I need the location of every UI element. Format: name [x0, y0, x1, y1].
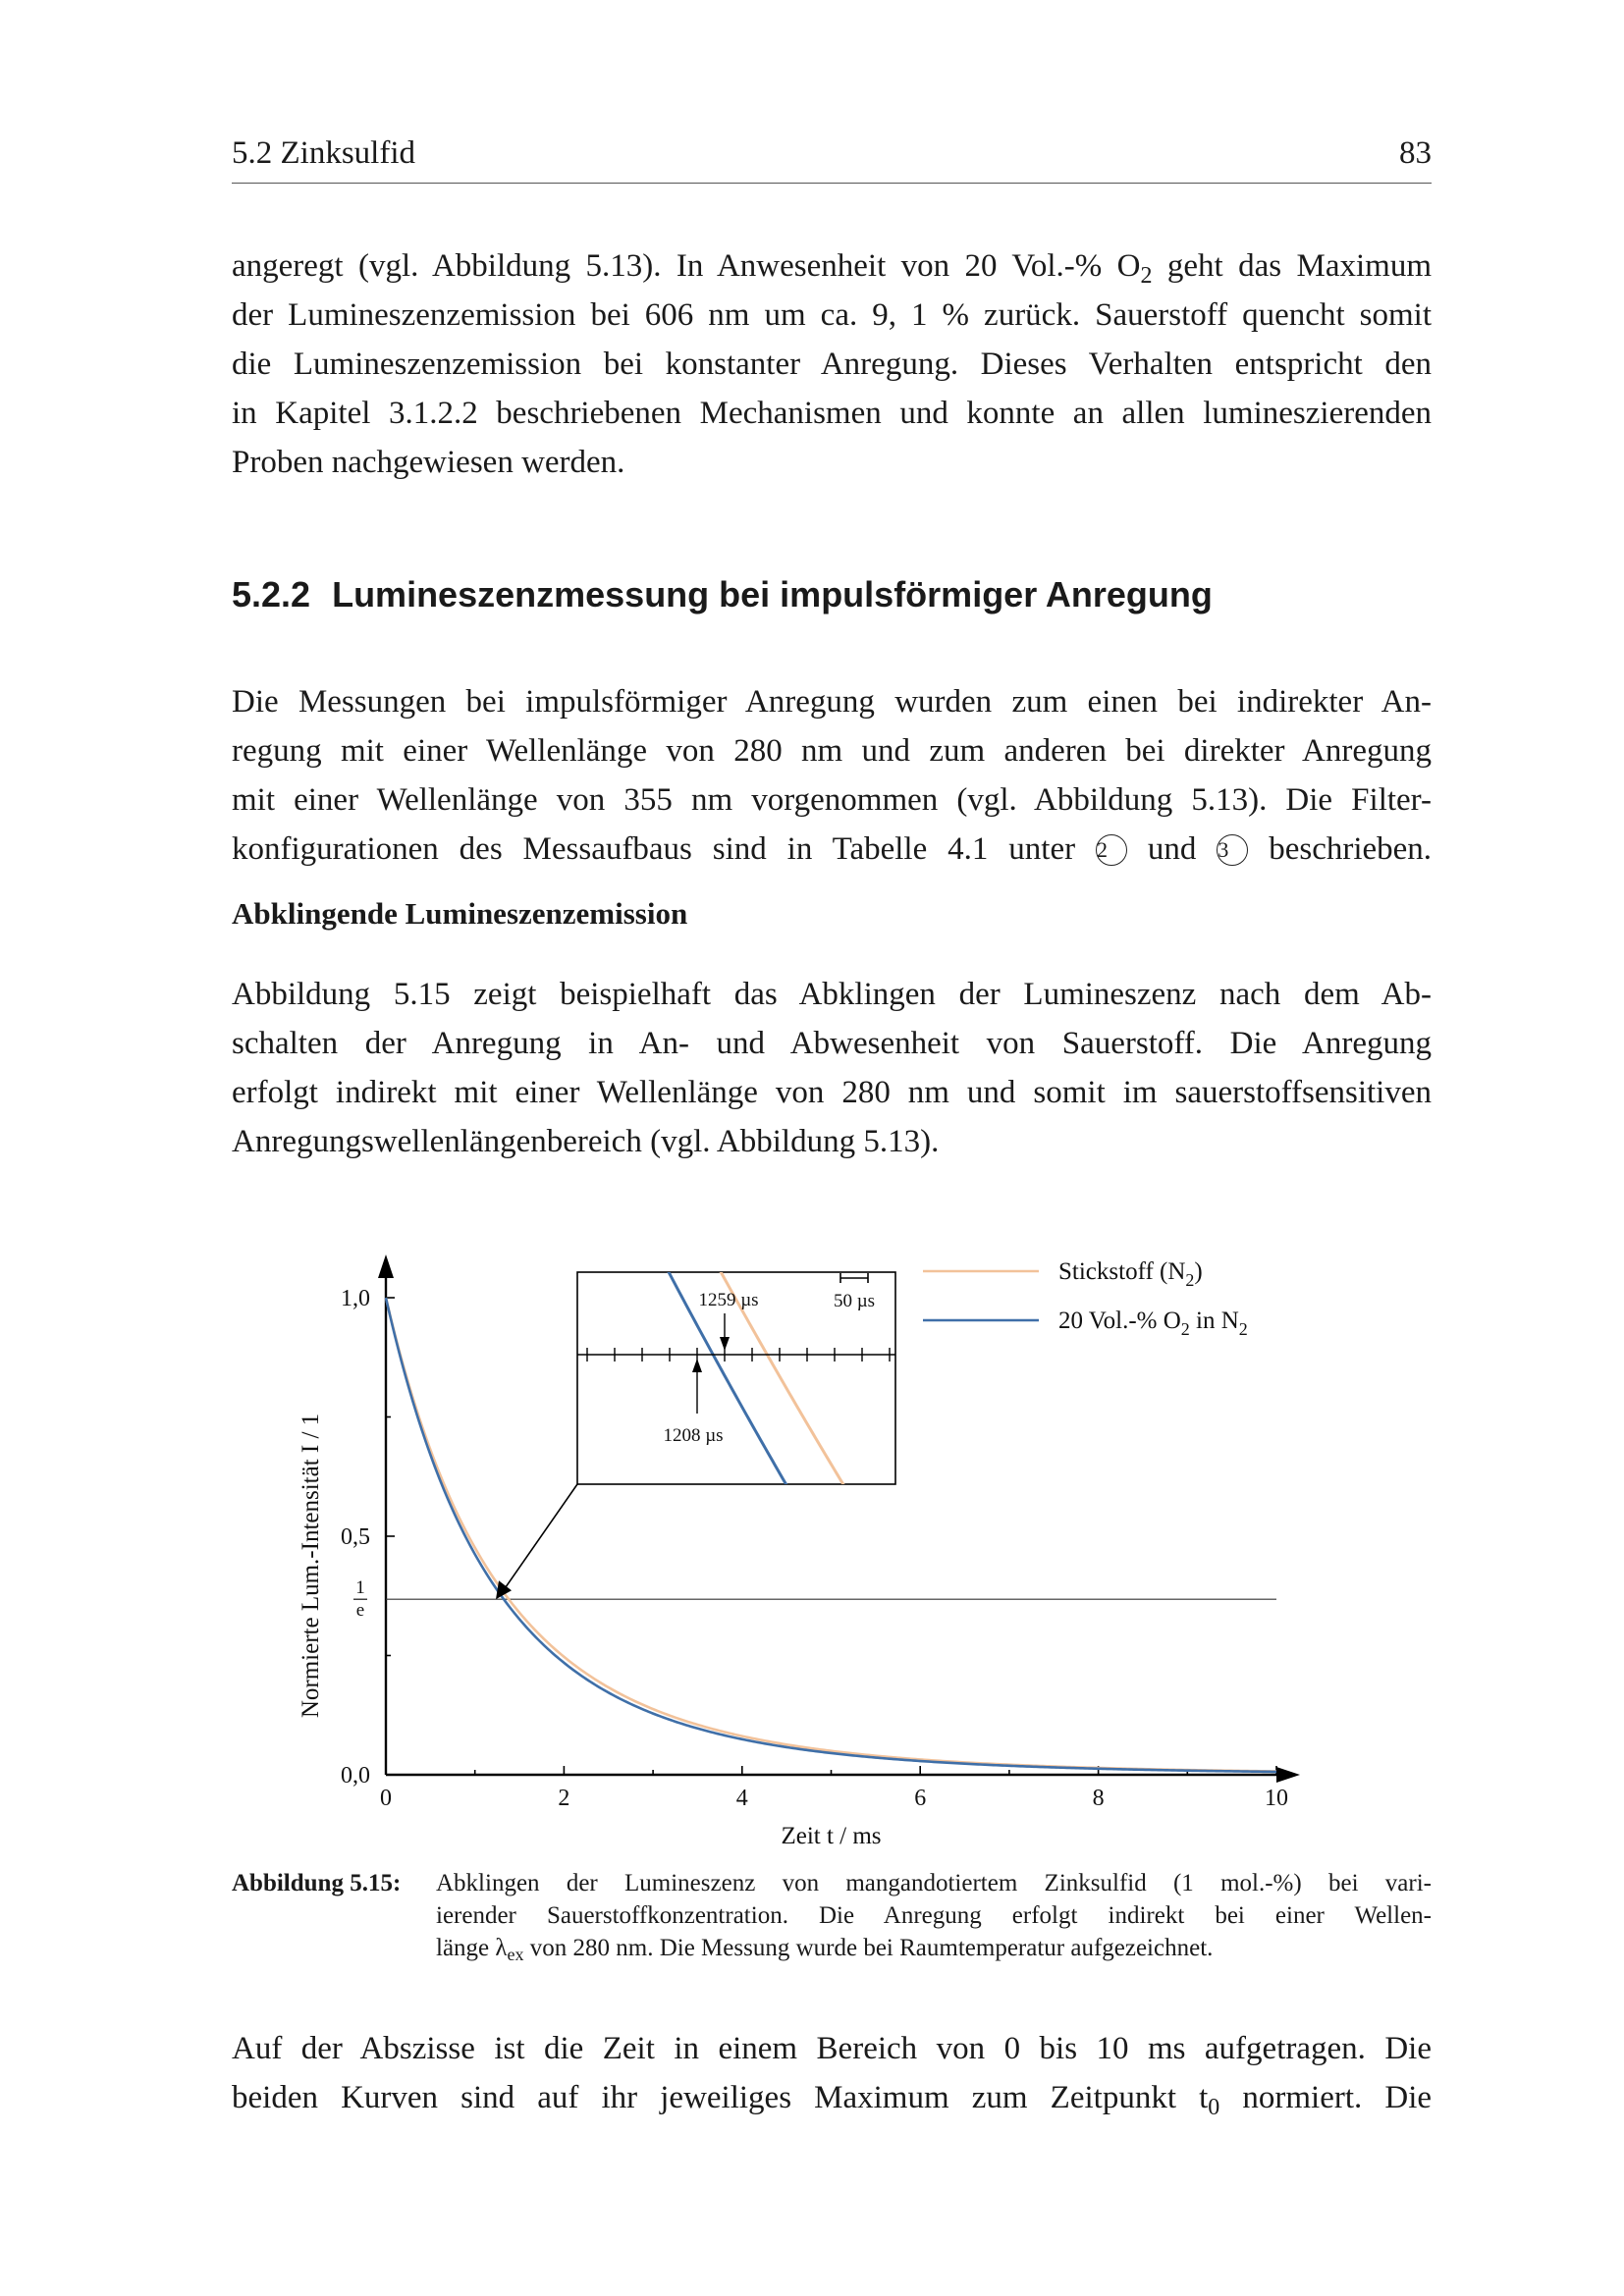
section-title: Lumineszenzmessung bei impulsförmiger Anregung: [332, 574, 1213, 614]
section-heading: [232, 574, 1213, 615]
caption-line: ierender Sauerstoffkonzentration. Die Anregung erfolgt indirekt bei einer Wellen-: [436, 1902, 1432, 1929]
text-run: konfigurationen des Messaufbaus sind in Tabelle 4.1 unter: [232, 831, 1076, 867]
paragraph-2-line: mit einer Wellenlänge von 355 nm vorgenommen (vgl. Abbildung 5.13). Die Filter-: [232, 782, 1432, 818]
chart-legend: [923, 1258, 1248, 1339]
header-section-title: 5.2 Zinksulfid: [232, 135, 415, 171]
paragraph-1-line: Proben nachgewiesen werden.: [232, 445, 625, 480]
text-run: angeregt (vgl. Abbildung 5.13). In Anwesenheit von 20 Vol.-% O: [232, 248, 1141, 284]
zoom-pointer-line: [503, 1484, 577, 1591]
caption-text: [436, 1867, 1432, 1964]
paragraph-1-line: in Kapitel 3.1.2.2 beschriebenen Mechanismen und konnte an allen lumineszierenden: [232, 396, 1432, 431]
x-axis-title: Zeit t / ms: [781, 1823, 882, 1849]
caption-line: [436, 1932, 1432, 1964]
text-run: normiert. Die: [1219, 2080, 1433, 2115]
paragraph-2-line: [232, 825, 1432, 874]
paragraph-1-line: die Lumineszenzemission bei konstanter Anregung. Dieses Verhalten entspricht den: [232, 347, 1432, 382]
paragraph-3-line: schalten der Anregung in An- und Abwesenheit von Sauerstoff. Die Anregung: [232, 1026, 1432, 1061]
x-tick-label: 4: [735, 1786, 748, 1811]
chart-inset: [496, 1217, 917, 1699]
paragraph-1: [232, 241, 1432, 487]
x-tick-label: 2: [558, 1786, 570, 1811]
paragraph-3-line: erfolgt indirekt mit einer Wellenlänge von 280 nm und somit im sauerstoffsensitiven: [232, 1075, 1432, 1110]
y-special-tick-numerator: 1: [355, 1577, 365, 1599]
paragraph-4: [232, 2024, 1432, 2122]
caption-line: Abklingen der Lumineszenz von mangandotiertem Zinksulfid (1 mol.-%) bei vari-: [436, 1870, 1432, 1896]
legend-label-o2: 20 Vol.-% $O_2$ in $N_2$: [1058, 1308, 1248, 1339]
subscript: 0: [1208, 2095, 1220, 2120]
y-special-tick-denominator: e: [355, 1600, 365, 1622]
circled-number-3: 3: [1217, 834, 1248, 866]
paragraph-1-line: der Lumineszenzemission bei 606 nm um ca. 9, 1 % zurück. Sauerstoff quencht somit: [232, 297, 1432, 333]
x-tick-label: 10: [1265, 1786, 1288, 1811]
paragraph-3-line: Abbildung 5.15 zeigt beispielhaft das Abklingen der Lumineszenz nach dem Ab-: [232, 977, 1432, 1012]
text-run: von 280 nm. Die Messung wurde bei Raumtemperatur aufgezeichnet.: [523, 1935, 1214, 1961]
inset-label-o2: 1208 µs: [663, 1425, 724, 1446]
y-axis-arrow: [378, 1255, 394, 1278]
text-run: geht das Maximum: [1152, 248, 1432, 284]
page-number: 83: [1399, 135, 1432, 171]
x-tick-label: 6: [914, 1786, 927, 1811]
paragraph-2-line: regung mit einer Wellenlänge von 280 nm und zum anderen bei direkter Anregung: [232, 733, 1432, 769]
section-number: 5.2.2: [232, 574, 311, 614]
text-run: und: [1147, 831, 1197, 867]
paragraph-4-line: [232, 2073, 1432, 2122]
x-tick-label: 8: [1092, 1786, 1105, 1811]
text-run: länge λ: [436, 1935, 508, 1961]
y-axis-title: Normierte Lum.-Intensität I / 1: [298, 1413, 324, 1719]
subscript: ex: [507, 1945, 524, 1964]
x-axis-arrow: [1276, 1767, 1300, 1783]
paragraph-3-line: Anregungswellenlängenbereich (vgl. Abbildung 5.13).: [232, 1124, 940, 1159]
circled-number-2: 2: [1096, 834, 1127, 866]
paragraph-1-line: [232, 241, 1432, 291]
paragraph-4-line: Auf der Abszisse ist die Zeit in einem Bereich von 0 bis 10 ms aufgetragen. Die: [232, 2031, 1432, 2066]
subsection-heading: Abklingende Lumineszenzemission: [232, 896, 688, 931]
inset-label-n2: 1259 µs: [698, 1290, 759, 1310]
y-tick-label: 0,5: [341, 1524, 370, 1550]
decay-chart: [0, 1217, 1624, 1865]
paragraph-2: [232, 677, 1432, 874]
x-tick-label: 0: [380, 1786, 392, 1811]
scale-bar-label: 50 µs: [833, 1291, 876, 1311]
paragraph-3: [232, 970, 1432, 1166]
page-header: [232, 135, 1432, 184]
paragraph-2-line: Die Messungen bei impulsförmiger Anregung wurden zum einen bei indirekter An-: [232, 684, 1432, 720]
text-run: beschrieben.: [1269, 831, 1433, 867]
subscript: 2: [1140, 263, 1153, 289]
y-tick-label: 1,0: [341, 1286, 370, 1311]
legend-label-n2: Stickstoff $(N_2)$: [1058, 1258, 1203, 1290]
y-tick-label: 0,0: [341, 1763, 370, 1789]
caption-label: Abbildung 5.15:: [232, 1870, 402, 1896]
text-run: beiden Kurven sind auf ihr jeweiliges Maximum zum Zeitpunkt t: [232, 2080, 1209, 2115]
